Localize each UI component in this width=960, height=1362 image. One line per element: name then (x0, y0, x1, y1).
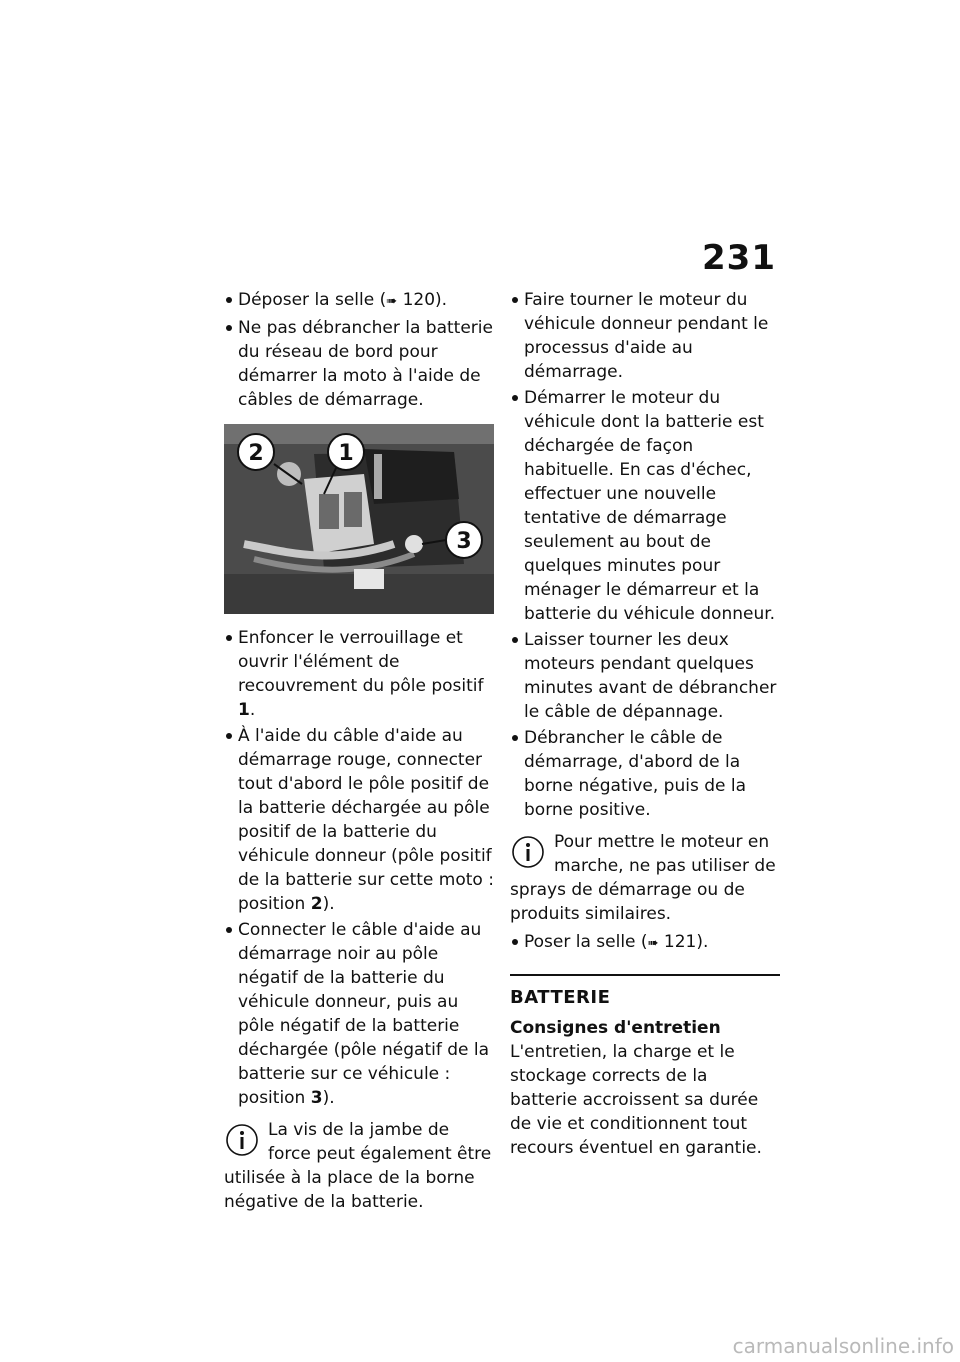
svg-text:2: 2 (248, 441, 264, 466)
page-number: 231 (702, 238, 776, 278)
step-do-not-disconnect: Ne pas débrancher la batterie du réseau de bord pour démarrer la moto à l'aide de câbles de démarrage. (224, 316, 494, 412)
photo-label-1 (328, 434, 364, 470)
battery-photo (224, 424, 494, 614)
photo-label-3 (446, 522, 482, 558)
photo-label-2 (238, 434, 274, 470)
section-divider (510, 974, 780, 976)
maintenance-paragraph: L'entretien, la charge et le stockage corrects de la batterie accroissent sa durée de vie et conditionnent tout recours éventuel en garantie. (510, 1042, 762, 1158)
arrow-right-icon: ➠ (386, 294, 398, 309)
page-reference[interactable]: 120 (402, 290, 436, 310)
step-start-engine: Démarrer le moteur du véhicule dont la batterie est déchargée de façon habituelle. En cas d'échec, effectuer une nouvelle tentative de démarrage seulement au bout de quelques minutes pour ménager le démarreur et la batterie du véhicule donneur. (510, 386, 780, 626)
watermark: carmanualsonline.info (732, 1334, 954, 1358)
step-connect-red-cable: À l'aide du câble d'aide au démarrage rouge, connecter tout d'abord le pôle positif de la batterie déchargée au pôle positif de la batterie du véhicule donneur (pôle positif de la batterie sur cette moto : position 2). (224, 724, 494, 916)
svg-text:3: 3 (456, 529, 472, 554)
info-note-left: La vis de la jambe de force peut également être utilisée à la place de la borne négative de la batterie. (224, 1120, 492, 1212)
svg-text:1: 1 (338, 441, 354, 466)
step-let-engines-run: Laisser tourner les deux moteurs pendant quelques minutes avant de débrancher le câble de dépannage. (510, 628, 780, 724)
step-open-cover: Enfoncer le verrouillage et ouvrir l'élément de recouvrement du pôle positif 1. (224, 626, 494, 722)
step-install-seat: Poser la selle (➠ 121). (510, 930, 780, 956)
right-column (510, 288, 780, 1160)
arrow-right-icon: ➠ (647, 936, 659, 951)
step-disconnect-cable: Débrancher le câble de démarrage, d'abord de la borne négative, puis de la borne positive. (510, 726, 780, 822)
info-note-right: Pour mettre le moteur en marche, ne pas utiliser de sprays de démarrage ou de produits similaires. (510, 832, 776, 924)
info-icon (224, 1122, 260, 1158)
step-remove-seat: Déposer la selle (➠ 120). (224, 288, 494, 314)
left-column (224, 288, 494, 1218)
section-title: BATTERIE (510, 987, 611, 1008)
info-icon (510, 834, 546, 870)
sub-title: Consignes d'entretien (510, 1018, 721, 1038)
step-connect-black-cable: Connecter le câble d'aide au démarrage noir au pôle négatif de la batterie du véhicule donneur, puis au pôle négatif de la batterie déchargée (pôle négatif de la batterie sur ce véhicule : position 3). (224, 918, 494, 1110)
step-run-donor-engine: Faire tourner le moteur du véhicule donneur pendant le processus d'aide au démarrage. (510, 288, 780, 384)
page-reference[interactable]: 121 (663, 932, 697, 952)
